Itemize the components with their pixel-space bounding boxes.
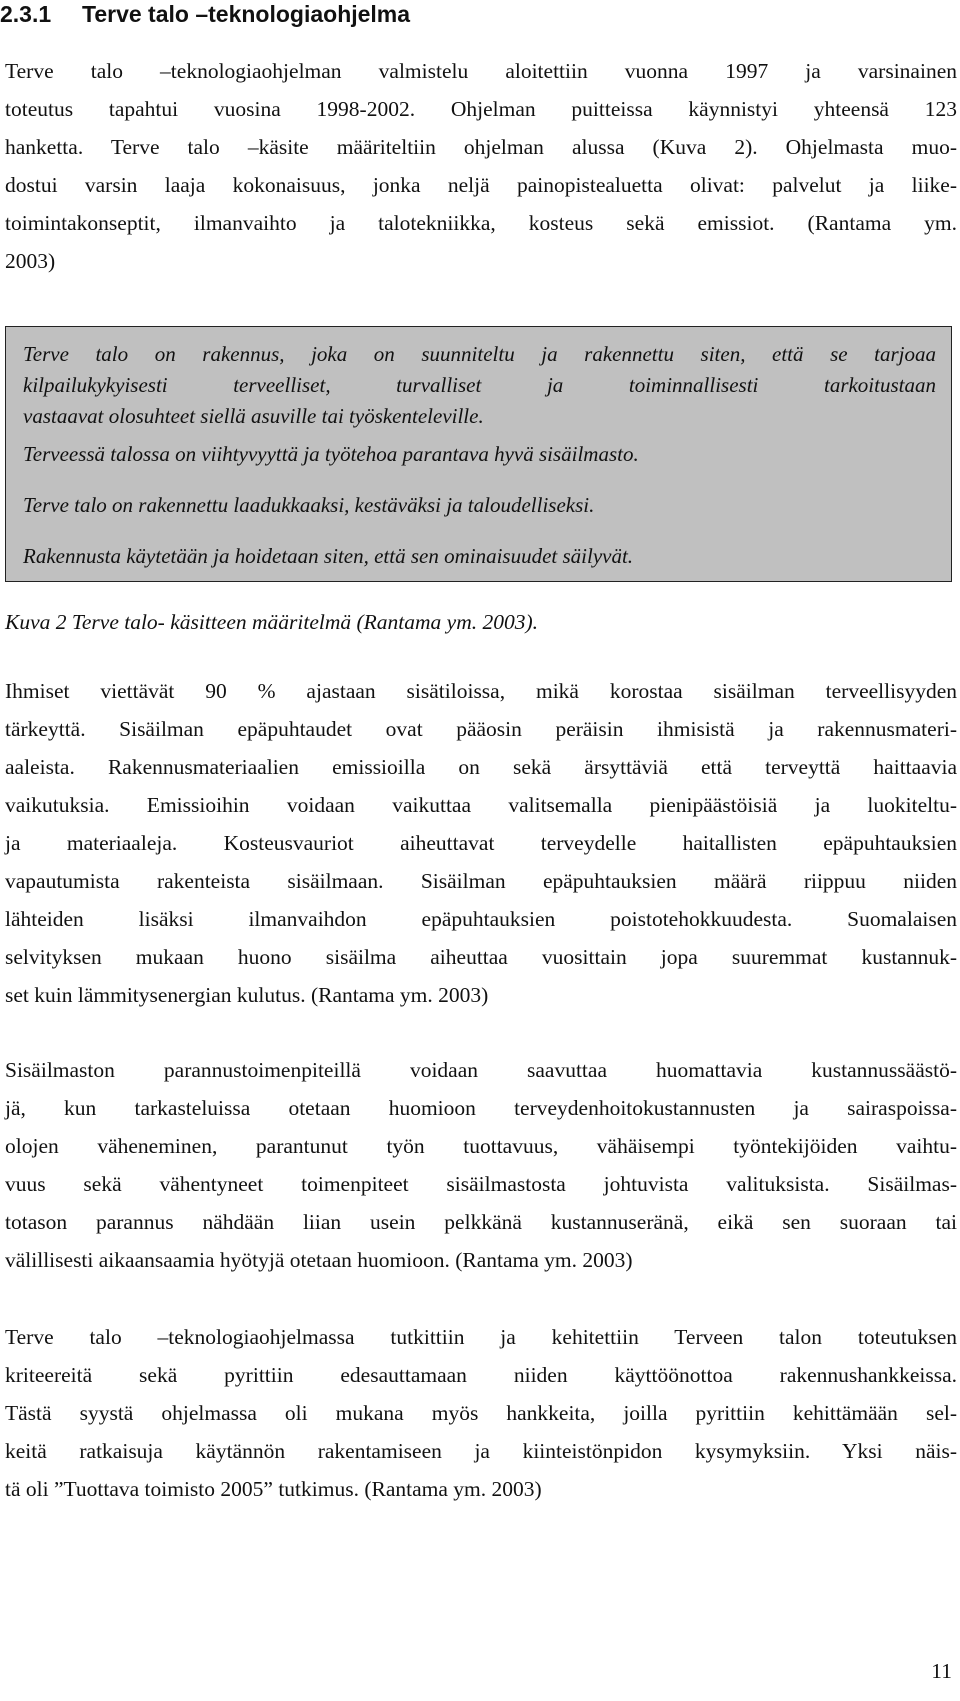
text-line: totason parannus nähdään liian usein pelkkänä kustannuseränä, eikä sen suoraan tai (5, 1210, 957, 1234)
figure-caption: Kuva 2 Terve talo- käsitteen määritelmä (Rantama ym. 2003). (5, 610, 539, 634)
section-title: Terve talo –teknologiaohjelma (82, 1, 411, 27)
text-line: lähteiden lisäksi ilmanvaihdon epäpuhtauksien poistotehokkuudesta. Suomalaisen (5, 907, 957, 931)
paragraph-intro (5, 52, 957, 280)
paragraph-programme (5, 1318, 957, 1508)
text-line: tä oli ”Tuottava toimisto 2005” tutkimus. (Rantama ym. 2003) (5, 1477, 542, 1501)
text-line: set kuin lämmitysenergian kulutus. (Rantama ym. 2003) (5, 983, 489, 1007)
text-line: Sisäilmaston parannustoimenpiteillä voidaan saavuttaa huomattavia kustannussäästö- (5, 1058, 957, 1082)
text-line: jä, kun tarkasteluissa otetaan huomioon terveydenhoitokustannusten ja sairaspoissa- (5, 1096, 957, 1120)
definition-line: Rakennusta käytetään ja hoidetaan siten, että sen ominaisuudet säilyvät. (23, 544, 634, 568)
definition-paragraph (23, 541, 936, 572)
section-heading (0, 0, 410, 28)
text-line: vuus sekä vähentyneet toimenpiteet sisäilmastosta johtuvista valituksista. Sisäilmas- (5, 1172, 957, 1196)
text-line: toimintakonseptit, ilmanvaihto ja talotekniikka, kosteus sekä emissiot. (Rantama ym. (5, 211, 957, 235)
text-line: aaleista. Rakennusmateriaalien emissioilla on sekä ärsyttäviä että terveyttä haittaavia (5, 755, 957, 779)
text-line: ja materiaaleja. Kosteusvauriot aiheuttavat terveydelle haitallisten epäpuhtauksien (5, 831, 957, 855)
text-line: vaikutuksia. Emissioihin voidaan vaikuttaa valitsemalla pienipäästöisiä ja luokiteltu- (5, 793, 957, 817)
page-number: 11 (931, 1659, 952, 1683)
definition-paragraph (23, 339, 936, 432)
definition-line: vastaavat olosuhteet siellä asuville tai työskenteleville. (23, 404, 484, 428)
text-line: toteutus tapahtui vuosina 1998-2002. Ohjelman puitteissa käynnistyi yhteensä 123 (5, 97, 957, 121)
definition-paragraph (23, 490, 936, 521)
text-line: Ihmiset viettävät 90 % ajastaan sisätiloissa, mikä korostaa sisäilman terveellisyyden (5, 679, 957, 703)
paragraph-indoor-air (5, 672, 957, 1014)
definition-line: Terve talo on rakennus, joka on suunniteltu ja rakennettu siten, että se tarjoaa (23, 342, 936, 366)
text-line: olojen väheneminen, parantunut työn tuottavuus, vähäisempi työntekijöiden vaihtu- (5, 1134, 957, 1158)
definition-box (5, 326, 952, 582)
text-line: tärkeyttä. Sisäilman epäpuhtaudet ovat pääosin peräisin ihmisistä ja rakennusmateri- (5, 717, 957, 741)
text-line: selvityksen mukaan huono sisäilma aiheuttaa vuosittain jopa suuremmat kustannuk- (5, 945, 957, 969)
paragraph-cost-savings (5, 1051, 957, 1279)
definition-line: kilpailukykyisesti terveelliset, turvalliset ja toiminnallisesti tarkoitustaan (23, 373, 936, 397)
section-number: 2.3.1 (0, 1, 52, 27)
text-line: Terve talo –teknologiaohjelman valmistelu aloitettiin vuonna 1997 ja varsinainen (5, 59, 957, 83)
text-line: kriteereitä sekä pyrittiin edesauttamaan niiden käyttöönottoa rakennushankkeissa. (5, 1363, 957, 1387)
definition-paragraph (23, 439, 936, 470)
definition-line: Terveessä talossa on viihtyvyyttä ja työtehoa parantava hyvä sisäilmasto. (23, 442, 639, 466)
text-line: dostui varsin laaja kokonaisuus, jonka neljä painopistealuetta olivat: palvelut ja liike- (5, 173, 957, 197)
text-line: Tästä syystä ohjelmassa oli mukana myös hankkeita, joilla pyrittiin kehittämään sel- (5, 1401, 957, 1425)
text-line: Terve talo –teknologiaohjelmassa tutkittiin ja kehitettiin Terveen talon toteutuksen (5, 1325, 957, 1349)
text-line: hanketta. Terve talo –käsite määriteltiin ohjelman alussa (Kuva 2). Ohjelmasta muo- (5, 135, 957, 159)
text-line: 2003) (5, 249, 56, 273)
text-line: vapautumista rakenteista sisäilmaan. Sisäilman epäpuhtauksien määrä riippuu niiden (5, 869, 957, 893)
definition-line: Terve talo on rakennettu laadukkaaksi, kestäväksi ja taloudelliseksi. (23, 493, 595, 517)
text-line: välillisesti aikaansaamia hyötyjä otetaan huomioon. (Rantama ym. 2003) (5, 1248, 633, 1272)
text-line: keitä ratkaisuja käytännön rakentamiseen ja kiinteistönpidon kysymyksiin. Yksi näis- (5, 1439, 957, 1463)
